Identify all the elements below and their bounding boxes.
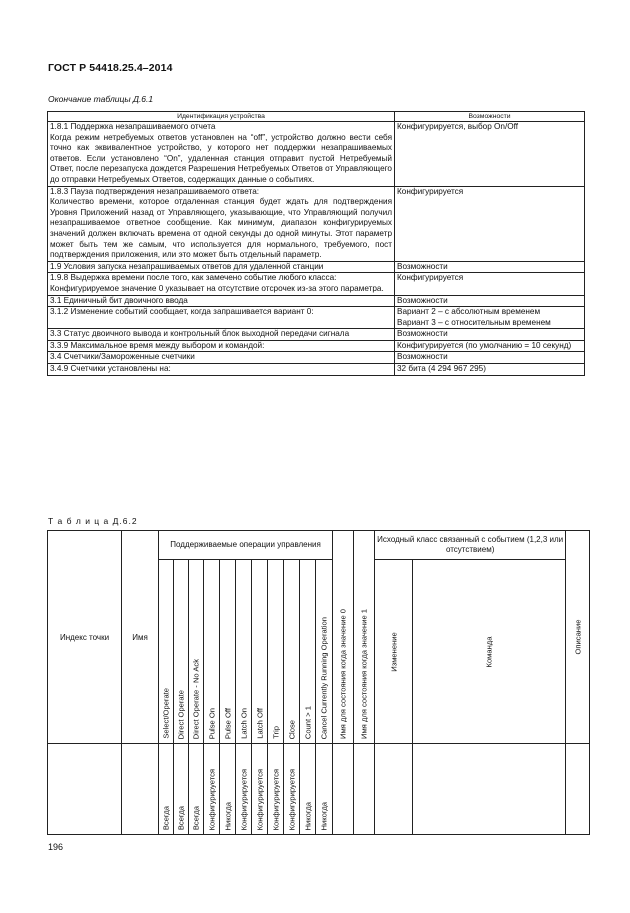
cell-capability: Вариант 2 – с абсолютным временем Вариант 3 – с относительным временем [395,307,585,329]
column-header-op: Direct Operate - No Ack [189,560,204,744]
cell-capability: Возможности [395,295,585,307]
table-row [48,329,585,341]
column-header-change: Изменение [375,560,413,744]
cell-op-value: Конфигурируется [268,744,284,835]
cell-device-id: 1.8.3 Пауза подтверждения незапрашиваемого ответа: Количество времени, которое отдаленная станция будет ждать для подтверждения Уровня Приложений назад от Управляющего, указывающие, что Управляющий получил незапрашиваемое ответное сообщение. Как минимум, диапазон конфигурируемых значений должен включать времена от одной секунды до одной минуты. Этот параметр может быть тем же самым, что используется для нормального, требуемого, пост подтверждения приложения, или это может быть отдельный параметр. [48,186,395,261]
cell-capability: Возможности [395,329,585,341]
column-header-point-index: Индекс точки [48,531,122,744]
cell-capability: Конфигурируется [395,186,585,261]
cell-name [122,744,159,835]
column-header-description: Описание [566,531,590,744]
cell-capability: Конфигурируется, выбор On/Off [395,122,585,187]
column-header-op: Pulse Off [220,560,236,744]
cell-op-value: Никогда [220,744,236,835]
table-row [48,352,585,364]
column-header-state1: Имя для состояния когда значение 1 [354,531,375,744]
device-profile-table [47,111,585,376]
column-header-op: Count > 1 [300,560,316,744]
cell-point-index [48,744,122,835]
table-row [48,186,585,261]
cell-device-id: 3.4.9 Счетчики установлены на: [48,364,395,376]
cell-state0 [333,744,354,835]
column-header-op: Trip [268,560,284,744]
cell-description [566,744,590,835]
cell-op-value: Конфигурируется [252,744,268,835]
column-header-state0: Имя для состояния когда значение 0 [333,531,354,744]
column-header-op: Pulse On [204,560,220,744]
group-header-supported-ops: Поддерживаемые операции управления [159,531,333,560]
table-row [48,307,585,329]
cell-capability: Возможности [395,261,585,273]
column-header-op: Select/Operate [159,560,174,744]
page-number: 196 [48,842,64,852]
cell-capability: 32 бита (4 294 967 295) [395,364,585,376]
column-header-capabilities: Возможности [395,112,585,122]
cell-device-id: 1.9 Условия запуска незапрашиваемых ответов для удаленной станции [48,261,395,273]
table2-caption: Т а б л и ц а Д.6.2 [48,516,138,526]
cell-op-value: Конфигурируется [236,744,252,835]
table-row [48,122,585,187]
control-points-table [47,530,590,835]
cell-op-value: Никогда [300,744,316,835]
group-header-event-class: Исходный класс связанный с событием (1,2,3 или отсутствием) [375,531,566,560]
column-header-op: Close [284,560,300,744]
cell-device-id: 3.4 Счетчики/Замороженные счетчики [48,352,395,364]
cell-device-id: 3.1 Единичный бит двоичного ввода [48,295,395,307]
column-header-name: Имя [122,531,159,744]
column-header-op: Cancel Currently Running Operation [316,560,333,744]
cell-command [413,744,566,835]
cell-device-id: 3.1.2 Изменение событий сообщает, когда запрашивается вариант 0: [48,307,395,329]
cell-capability: Конфигурируется (по умолчанию = 10 секунд) [395,340,585,352]
cell-op-value: Никогда [316,744,333,835]
cell-op-value: Конфигурируется [204,744,220,835]
cell-op-value: Всегда [189,744,204,835]
table1-caption: Окончание таблицы Д.6.1 [48,94,154,104]
cell-capability: Возможности [395,352,585,364]
column-header-command: Команда [413,560,566,744]
table-row [48,364,585,376]
cell-op-value: Всегда [159,744,174,835]
column-header-op: Latch On [236,560,252,744]
cell-state1 [354,744,375,835]
cell-capability: Конфигурируется [395,273,585,295]
column-header-device-id: Идентификация устройства [48,112,395,122]
cell-op-value: Конфигурируется [284,744,300,835]
table-row [48,295,585,307]
table-row [48,261,585,273]
cell-change [375,744,413,835]
table-row [48,340,585,352]
column-header-op: Direct Operate [174,560,189,744]
cell-device-id: 3.3 Статус двоичного вывода и контрольный блок выходной передачи сигнала [48,329,395,341]
document-code: ГОСТ Р 54418.25.4–2014 [48,62,173,74]
table-row [48,273,585,295]
cell-device-id: 3.3.9 Максимальное время между выбором и командой: [48,340,395,352]
column-header-op: Latch Off [252,560,268,744]
cell-device-id: 1.8.1 Поддержка незапрашиваемого отчета Когда режим нетребуемых ответов установлен на “off”, устройство должно вести себя точно как эквивалентное устройство, у которого нет поддержки незапрашиваемых ответов. Если установлено “On”, удаленная станция отправит пустой Нетребуемый Ответ, после перезапуска дождется Разрешения Нетребуемых Ответов от Управляющего до отправки Нетребуемых Ответов, содержащих данные о событиях. [48,122,395,187]
cell-device-id: 1.9.8 Выдержка времени после того, как замечено событие любого класса: Конфигурируемое значение 0 указывает на отсутствие отсрочек из-за этого параметра. [48,273,395,295]
cell-op-value: Всегда [174,744,189,835]
